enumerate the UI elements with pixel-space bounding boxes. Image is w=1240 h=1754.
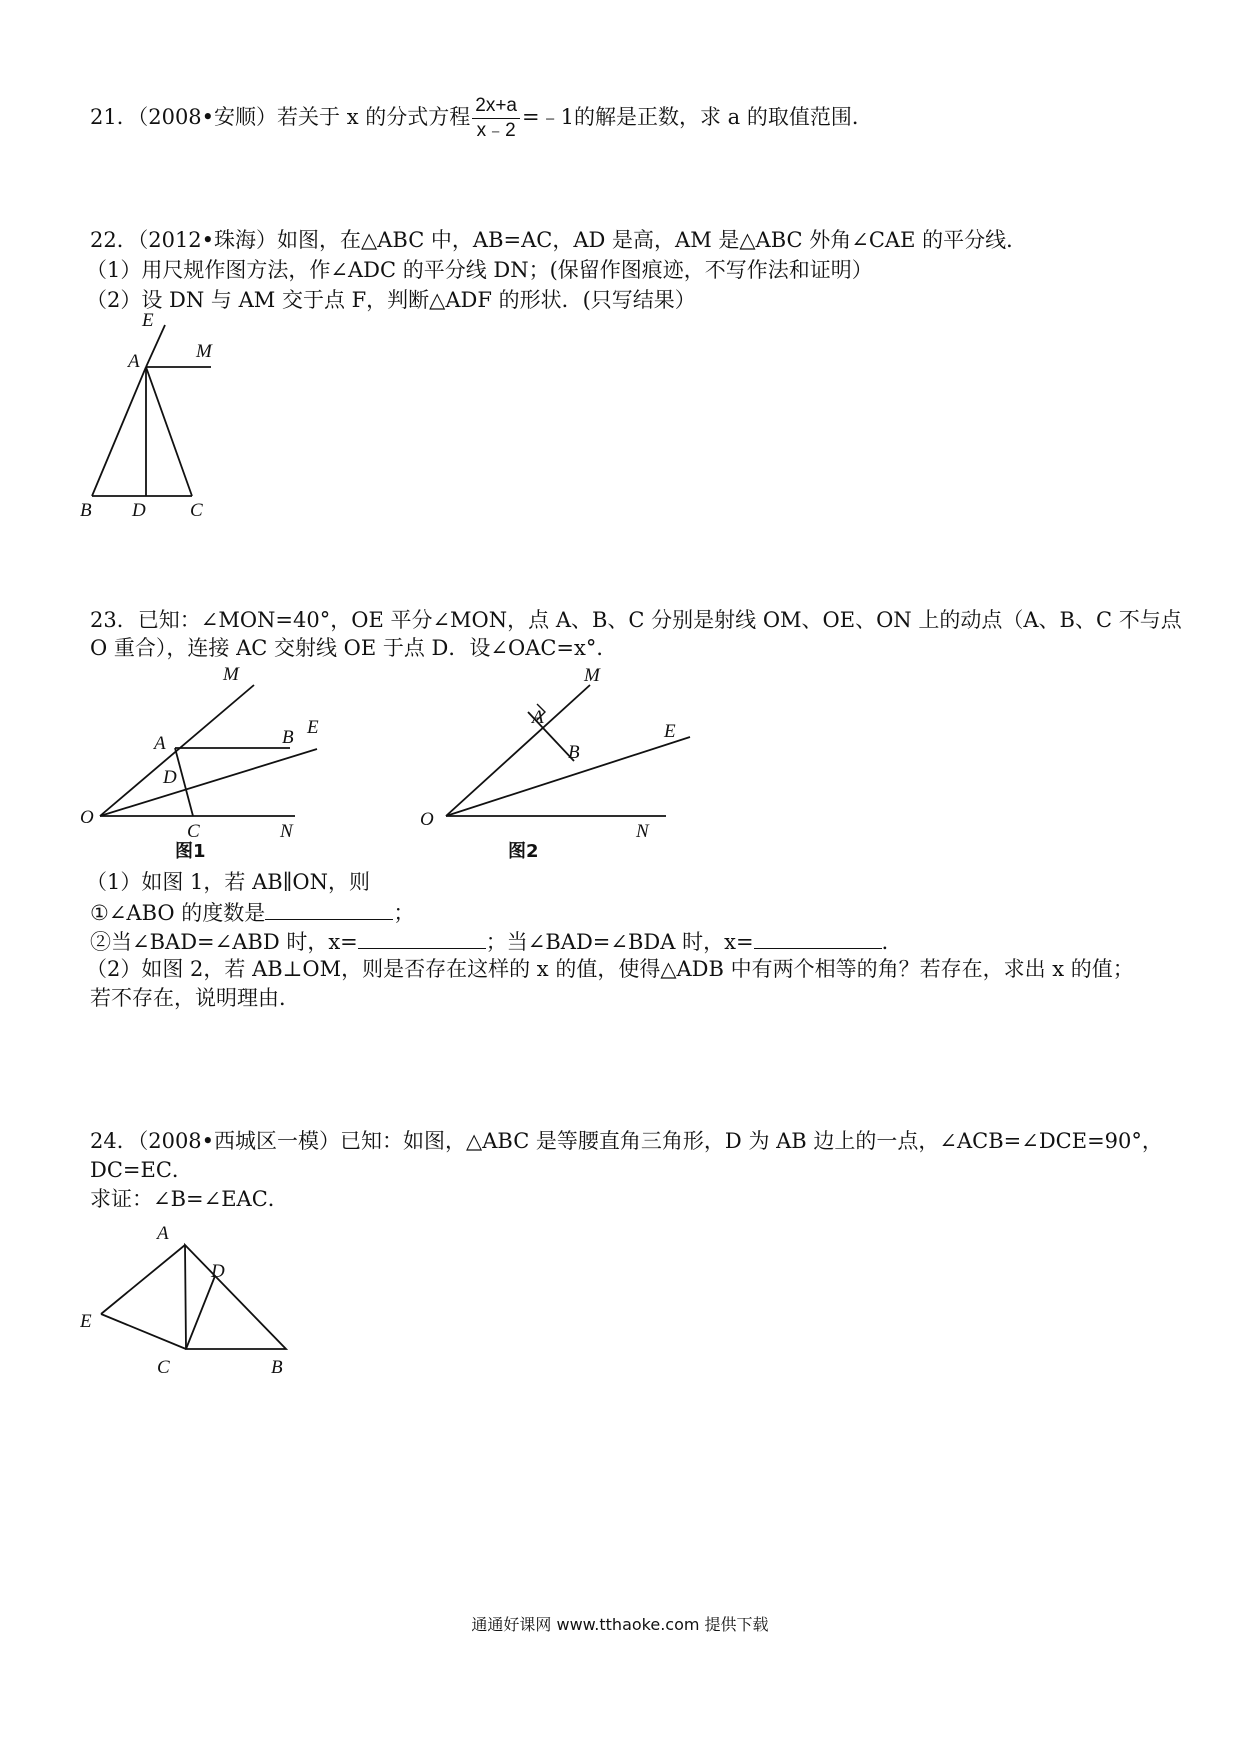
q24-line1: 24．（2008•西城区一模）已知：如图，△ABC 是等腰直角三角形，D 为 AB 边上的一点，∠ACB=∠DCE=90°， xyxy=(90,1129,1163,1153)
q21-fraction xyxy=(472,94,520,143)
fig1-segment-AC xyxy=(175,748,193,816)
fig1-caption: 图1 xyxy=(175,841,206,862)
q22-line3: （2）设 DN 与 AM 交于点 F，判断△ADF 的形状．(只写结果） xyxy=(86,288,696,312)
fig1-label-B: B xyxy=(282,727,294,748)
fig1-ray-OE xyxy=(100,749,317,816)
q22-label-B: B xyxy=(80,500,92,521)
q24-line2: DC=EC． xyxy=(90,1158,193,1182)
q21-equals: =﹣1 xyxy=(521,105,574,129)
q24-segment-CD xyxy=(186,1276,215,1349)
question-21 xyxy=(90,94,873,143)
q22-label-E: E xyxy=(142,310,154,331)
q21-fraction-numerator: 2x+a xyxy=(472,94,520,119)
fig2-caption: 图2 xyxy=(508,841,539,862)
q23-item1-end: ； xyxy=(393,901,415,925)
q24-label-E: E xyxy=(80,1311,92,1332)
q22-label-A: A xyxy=(128,351,140,372)
q23-line2: O 重合），连接 AC 交射线 OE 于点 D．设∠OAC=x°． xyxy=(90,636,618,660)
answer-blank-2[interactable] xyxy=(358,926,486,949)
fig1-label-A: A xyxy=(154,733,166,754)
fig2-label-B: B xyxy=(568,742,580,763)
q24-label-A: A xyxy=(157,1223,169,1244)
q22-segment-AB xyxy=(92,367,146,496)
q22-segment-AC xyxy=(146,367,192,496)
q24-label-C: C xyxy=(157,1357,170,1378)
q23-part1: （1）如图 1，若 AB∥ON，则 xyxy=(86,870,370,894)
q24-segment-EC xyxy=(101,1314,186,1349)
fig2-label-O: O xyxy=(420,809,434,830)
q23-item2-text-a: ②当∠BAD=∠ABD 时，x= xyxy=(90,930,358,954)
fig1-label-O: O xyxy=(80,807,94,828)
answer-blank-3[interactable] xyxy=(754,926,882,949)
q23-item2 xyxy=(90,926,903,956)
q24-segment-AE xyxy=(101,1245,185,1314)
fig1-label-D: D xyxy=(163,767,177,788)
q23-item1 xyxy=(90,897,414,927)
q22-segment-AE xyxy=(146,325,165,367)
fig2-label-E: E xyxy=(664,721,676,742)
q23-item2-text-b: ；当∠BAD=∠BDA 时，x= xyxy=(485,930,754,954)
fig1-label-E: E xyxy=(307,717,319,738)
q23-part2-line2: 若不存在，说明理由． xyxy=(90,986,300,1010)
fig2-label-M: M xyxy=(584,665,600,686)
q22-figure xyxy=(80,310,250,530)
q21-tail: 的解是正数，求 a 的取值范围． xyxy=(573,105,873,129)
fig1-label-N: N xyxy=(280,821,293,842)
q23-item2-end: ． xyxy=(881,930,903,954)
q22-label-M: M xyxy=(196,341,212,362)
footer-source: 通通好课网 www.tthaoke.com 提供下载 xyxy=(471,1615,769,1634)
q22-label-C: C xyxy=(190,500,203,521)
q23-figure-2 xyxy=(420,665,700,865)
q22-line2: （1）用尺规作图方法，作∠ADC 的平分线 DN；(保留作图痕迹，不写作法和证明） xyxy=(86,258,873,282)
fig1-label-M: M xyxy=(223,665,239,685)
q24-line3: 求证：∠B=∠EAC． xyxy=(90,1187,289,1211)
fig2-label-N: N xyxy=(636,821,649,842)
fig2-label-A: A xyxy=(532,707,544,728)
q23-figure-1 xyxy=(80,665,360,865)
q22-label-D: D xyxy=(132,500,146,521)
q24-label-D: D xyxy=(211,1261,225,1282)
q23-line1: 23．已知：∠MON=40°，OE 平分∠MON，点 A、B、C 分别是射线 OM、OE、ON 上的动点（A、B、C 不与点 xyxy=(90,608,1182,632)
fig1-ray-OM xyxy=(100,685,254,816)
q23-part2-line1: （2）如图 2，若 AB⊥OM，则是否存在这样的 x 的值，使得△ADB 中有两个相等的角？若存在，求出 x 的值； xyxy=(86,957,1134,981)
q24-label-B: B xyxy=(271,1357,283,1378)
q21-fraction-denominator: x﹣2 xyxy=(476,120,516,141)
q23-item1-text: ①∠ABO 的度数是 xyxy=(90,901,266,925)
q24-triangle-ABC xyxy=(185,1245,286,1349)
q22-line1: 22．（2012•珠海）如图，在△ABC 中，AB=AC，AD 是高，AM 是△ABC 外角∠CAE 的平分线． xyxy=(90,228,1028,252)
answer-blank-1[interactable] xyxy=(265,897,393,920)
q24-figure xyxy=(80,1215,320,1395)
q21-lead: 21．（2008•安顺）若关于 x 的分式方程 xyxy=(90,105,471,129)
fig1-label-C: C xyxy=(187,821,200,842)
